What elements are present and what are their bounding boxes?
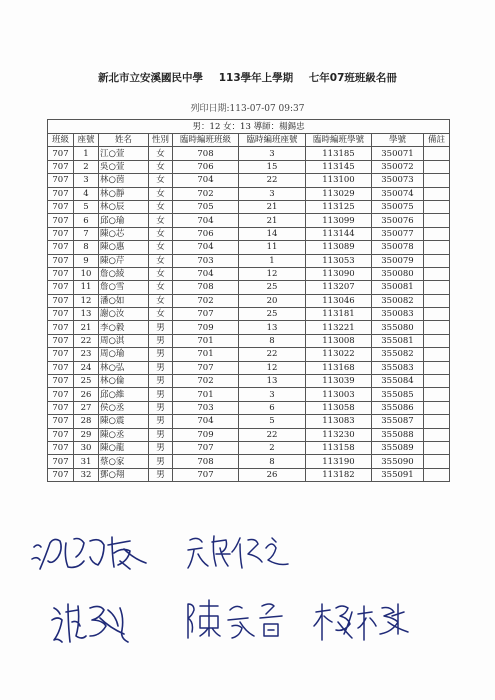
cell-name: 謝○汝 (99, 308, 149, 321)
cell-temp-seat: 12 (239, 267, 306, 280)
cell-temp-student-id: 113125 (306, 200, 372, 213)
cell-temp-seat: 25 (239, 308, 306, 321)
cell-gender: 女 (149, 187, 173, 200)
cell-class: 707 (48, 294, 74, 307)
table-row (48, 428, 450, 441)
cell-student-id: 350072 (372, 160, 424, 173)
cell-class: 707 (48, 428, 74, 441)
cell-name: 林○茵 (99, 174, 149, 187)
cell-gender: 男 (149, 455, 173, 468)
term-label: 113學年上學期 (218, 72, 294, 84)
cell-name: 邱○維 (99, 388, 149, 401)
cell-name: 林○靜 (99, 187, 149, 200)
cell-student-id: 355091 (372, 468, 424, 481)
cell-gender: 女 (149, 281, 173, 294)
cell-seat: 11 (74, 281, 99, 294)
table-header-row (48, 134, 450, 147)
cell-name: 詹○雪 (99, 281, 149, 294)
cell-name: 鄧○翔 (99, 468, 149, 481)
cell-temp-student-id: 113029 (306, 187, 372, 200)
cell-gender: 女 (149, 227, 173, 240)
cell-class: 707 (48, 441, 74, 454)
cell-name: 陳○震 (99, 415, 149, 428)
cell-temp-student-id: 113181 (306, 308, 372, 321)
cell-name: 詹○綾 (99, 267, 149, 280)
cell-remarks (424, 428, 450, 441)
signature-3 (48, 598, 138, 648)
cell-class: 707 (48, 241, 74, 254)
cell-student-id: 350082 (372, 294, 424, 307)
cell-class: 707 (48, 468, 74, 481)
table-row (48, 281, 450, 294)
cell-remarks (424, 227, 450, 240)
cell-remarks (424, 147, 450, 160)
column-header-temp-seat: 臨時編班座號 (239, 134, 306, 147)
cell-gender: 男 (149, 401, 173, 414)
cell-seat: 8 (74, 241, 99, 254)
cell-seat: 5 (74, 200, 99, 213)
cell-temp-student-id: 113182 (306, 468, 372, 481)
cell-temp-seat: 25 (239, 281, 306, 294)
column-header-gender: 性別 (149, 134, 173, 147)
table-row (48, 415, 450, 428)
cell-class: 707 (48, 267, 74, 280)
cell-gender: 女 (149, 147, 173, 160)
cell-seat: 4 (74, 187, 99, 200)
cell-temp-class: 704 (173, 214, 239, 227)
table-row (48, 227, 450, 240)
cell-temp-class: 708 (173, 455, 239, 468)
table-row (48, 267, 450, 280)
signature-4 (182, 596, 292, 646)
cell-temp-class: 707 (173, 308, 239, 321)
cell-seat: 2 (74, 160, 99, 173)
cell-name: 蔡○家 (99, 455, 149, 468)
cell-name: 周○瑜 (99, 348, 149, 361)
cell-student-id: 355090 (372, 455, 424, 468)
cell-seat: 30 (74, 441, 99, 454)
cell-class: 707 (48, 308, 74, 321)
cell-name: 陳○芯 (99, 227, 149, 240)
cell-gender: 女 (149, 241, 173, 254)
cell-gender: 女 (149, 254, 173, 267)
cell-name: 林○辰 (99, 200, 149, 213)
cell-temp-student-id: 113099 (306, 214, 372, 227)
cell-temp-student-id: 113046 (306, 294, 372, 307)
cell-temp-student-id: 113089 (306, 241, 372, 254)
cell-temp-class: 704 (173, 267, 239, 280)
cell-temp-student-id: 113185 (306, 147, 372, 160)
cell-temp-seat: 20 (239, 294, 306, 307)
column-header-student-id: 學號 (372, 134, 424, 147)
cell-temp-seat: 2 (239, 441, 306, 454)
cell-name: 李○毅 (99, 321, 149, 334)
cell-seat: 23 (74, 348, 99, 361)
cell-seat: 27 (74, 401, 99, 414)
cell-temp-seat: 15 (239, 160, 306, 173)
cell-seat: 32 (74, 468, 99, 481)
cell-gender: 男 (149, 441, 173, 454)
table-row (48, 174, 450, 187)
cell-remarks (424, 254, 450, 267)
cell-student-id: 350075 (372, 200, 424, 213)
cell-remarks (424, 361, 450, 374)
cell-class: 707 (48, 415, 74, 428)
cell-class: 707 (48, 147, 74, 160)
cell-temp-class: 703 (173, 401, 239, 414)
cell-student-id: 355085 (372, 388, 424, 401)
cell-gender: 女 (149, 160, 173, 173)
cell-temp-student-id: 113053 (306, 254, 372, 267)
cell-remarks (424, 348, 450, 361)
school-name: 新北市立安溪國民中學 (98, 72, 204, 84)
class-roster-table (47, 119, 450, 482)
table-row (48, 147, 450, 160)
cell-student-id: 350078 (372, 241, 424, 254)
cell-remarks (424, 455, 450, 468)
cell-gender: 男 (149, 468, 173, 481)
column-header-class: 班級 (48, 134, 74, 147)
column-header-remarks: 備註 (424, 134, 450, 147)
cell-name: 侯○丞 (99, 401, 149, 414)
cell-temp-seat: 21 (239, 200, 306, 213)
cell-temp-seat: 5 (239, 415, 306, 428)
cell-temp-student-id: 113221 (306, 321, 372, 334)
cell-student-id: 350080 (372, 267, 424, 280)
cell-seat: 7 (74, 227, 99, 240)
cell-student-id: 350074 (372, 187, 424, 200)
cell-temp-student-id: 113207 (306, 281, 372, 294)
cell-seat: 13 (74, 308, 99, 321)
cell-temp-class: 708 (173, 147, 239, 160)
cell-remarks (424, 187, 450, 200)
cell-name: 陳○丞 (99, 428, 149, 441)
cell-seat: 28 (74, 415, 99, 428)
cell-temp-class: 706 (173, 227, 239, 240)
cell-temp-student-id: 113003 (306, 388, 372, 401)
table-row (48, 361, 450, 374)
cell-seat: 21 (74, 321, 99, 334)
cell-gender: 女 (149, 308, 173, 321)
cell-temp-seat: 8 (239, 334, 306, 347)
cell-temp-class: 707 (173, 468, 239, 481)
column-header-seat: 座號 (74, 134, 99, 147)
cell-class: 707 (48, 334, 74, 347)
cell-remarks (424, 267, 450, 280)
cell-class: 707 (48, 200, 74, 213)
cell-temp-class: 703 (173, 254, 239, 267)
cell-name: 周○淇 (99, 334, 149, 347)
column-header-temp-student-id: 臨時編班學號 (306, 134, 372, 147)
cell-temp-student-id: 113039 (306, 375, 372, 388)
signature-5 (312, 598, 422, 646)
cell-temp-class: 701 (173, 334, 239, 347)
table-row (48, 200, 450, 213)
cell-class: 707 (48, 388, 74, 401)
cell-seat: 24 (74, 361, 99, 374)
cell-class: 707 (48, 401, 74, 414)
cell-temp-seat: 13 (239, 375, 306, 388)
cell-class: 707 (48, 174, 74, 187)
cell-temp-seat: 22 (239, 348, 306, 361)
cell-name: 江○萱 (99, 147, 149, 160)
cell-temp-student-id: 113100 (306, 174, 372, 187)
cell-remarks (424, 468, 450, 481)
column-header-temp-class: 臨時編班班級 (173, 134, 239, 147)
cell-temp-seat: 21 (239, 214, 306, 227)
cell-class: 707 (48, 254, 74, 267)
cell-temp-student-id: 113145 (306, 160, 372, 173)
cell-student-id: 350077 (372, 227, 424, 240)
cell-gender: 女 (149, 267, 173, 280)
cell-temp-class: 704 (173, 174, 239, 187)
column-header-name: 姓名 (99, 134, 149, 147)
table-row (48, 375, 450, 388)
cell-temp-seat: 8 (239, 455, 306, 468)
cell-class: 707 (48, 321, 74, 334)
cell-temp-class: 709 (173, 428, 239, 441)
table-body (48, 147, 450, 482)
cell-gender: 男 (149, 321, 173, 334)
table-row (48, 241, 450, 254)
cell-class: 707 (48, 455, 74, 468)
cell-temp-class: 705 (173, 200, 239, 213)
cell-seat: 10 (74, 267, 99, 280)
cell-class: 707 (48, 375, 74, 388)
cell-gender: 男 (149, 428, 173, 441)
table-row (48, 160, 450, 173)
cell-temp-class: 701 (173, 348, 239, 361)
cell-seat: 12 (74, 294, 99, 307)
cell-seat: 3 (74, 174, 99, 187)
cell-temp-student-id: 113008 (306, 334, 372, 347)
cell-class: 707 (48, 348, 74, 361)
cell-remarks (424, 388, 450, 401)
cell-seat: 25 (74, 375, 99, 388)
cell-temp-class: 707 (173, 441, 239, 454)
cell-gender: 女 (149, 174, 173, 187)
cell-temp-student-id: 113083 (306, 415, 372, 428)
summary-row (48, 120, 450, 134)
cell-temp-class: 706 (173, 160, 239, 173)
cell-temp-seat: 26 (239, 468, 306, 481)
cell-temp-student-id: 113058 (306, 401, 372, 414)
table-row (48, 214, 450, 227)
cell-temp-seat: 3 (239, 147, 306, 160)
table-row (48, 468, 450, 481)
cell-student-id: 355089 (372, 441, 424, 454)
cell-class: 707 (48, 227, 74, 240)
cell-student-id: 350079 (372, 254, 424, 267)
summary-text: 男：12 女：13 導師：楊錫忠 (48, 120, 450, 134)
cell-class: 707 (48, 361, 74, 374)
cell-temp-seat: 11 (239, 241, 306, 254)
cell-temp-student-id: 113090 (306, 267, 372, 280)
cell-student-id: 355088 (372, 428, 424, 441)
cell-temp-seat: 3 (239, 388, 306, 401)
cell-remarks (424, 281, 450, 294)
cell-remarks (424, 441, 450, 454)
cell-seat: 9 (74, 254, 99, 267)
cell-student-id: 355080 (372, 321, 424, 334)
cell-student-id: 355083 (372, 361, 424, 374)
cell-name: 林○倫 (99, 375, 149, 388)
cell-student-id: 350083 (372, 308, 424, 321)
cell-seat: 31 (74, 455, 99, 468)
cell-seat: 6 (74, 214, 99, 227)
document-title (0, 70, 495, 85)
cell-temp-seat: 6 (239, 401, 306, 414)
cell-temp-class: 709 (173, 321, 239, 334)
table-row (48, 308, 450, 321)
cell-remarks (424, 308, 450, 321)
cell-temp-class: 708 (173, 281, 239, 294)
cell-temp-student-id: 113230 (306, 428, 372, 441)
cell-gender: 男 (149, 388, 173, 401)
table-row (48, 441, 450, 454)
cell-gender: 男 (149, 334, 173, 347)
cell-remarks (424, 200, 450, 213)
table-row (48, 455, 450, 468)
cell-temp-class: 704 (173, 415, 239, 428)
table-row (48, 187, 450, 200)
cell-seat: 22 (74, 334, 99, 347)
cell-class: 707 (48, 160, 74, 173)
cell-temp-seat: 12 (239, 361, 306, 374)
cell-gender: 女 (149, 200, 173, 213)
cell-student-id: 350076 (372, 214, 424, 227)
cell-temp-class: 707 (173, 361, 239, 374)
cell-temp-seat: 1 (239, 254, 306, 267)
cell-gender: 男 (149, 415, 173, 428)
cell-gender: 女 (149, 214, 173, 227)
cell-temp-seat: 22 (239, 174, 306, 187)
table-row (48, 348, 450, 361)
cell-student-id: 355086 (372, 401, 424, 414)
cell-student-id: 350073 (372, 174, 424, 187)
table-row (48, 294, 450, 307)
cell-class: 707 (48, 281, 74, 294)
cell-remarks (424, 401, 450, 414)
cell-name: 陳○惠 (99, 241, 149, 254)
cell-remarks (424, 174, 450, 187)
cell-temp-class: 701 (173, 388, 239, 401)
cell-remarks (424, 214, 450, 227)
signature-2 (184, 528, 294, 573)
cell-student-id: 350081 (372, 281, 424, 294)
print-date: 列印日期:113-07-07 09:37 (190, 104, 305, 114)
cell-name: 陳○龍 (99, 441, 149, 454)
cell-student-id: 355081 (372, 334, 424, 347)
cell-seat: 29 (74, 428, 99, 441)
cell-remarks (424, 334, 450, 347)
cell-temp-seat: 14 (239, 227, 306, 240)
cell-remarks (424, 321, 450, 334)
cell-temp-student-id: 113158 (306, 441, 372, 454)
cell-class: 707 (48, 214, 74, 227)
cell-seat: 1 (74, 147, 99, 160)
cell-temp-student-id: 113168 (306, 361, 372, 374)
table-row (48, 334, 450, 347)
cell-temp-student-id: 113144 (306, 227, 372, 240)
cell-temp-class: 702 (173, 375, 239, 388)
cell-temp-student-id: 113190 (306, 455, 372, 468)
cell-seat: 26 (74, 388, 99, 401)
cell-temp-seat: 13 (239, 321, 306, 334)
cell-gender: 男 (149, 375, 173, 388)
table-row (48, 388, 450, 401)
cell-temp-seat: 3 (239, 187, 306, 200)
cell-name: 邱○瑜 (99, 214, 149, 227)
signature-1 (28, 525, 158, 575)
cell-gender: 女 (149, 294, 173, 307)
cell-name: 吳○萱 (99, 160, 149, 173)
cell-temp-seat: 22 (239, 428, 306, 441)
cell-temp-class: 704 (173, 241, 239, 254)
cell-student-id: 355087 (372, 415, 424, 428)
cell-name: 潘○如 (99, 294, 149, 307)
cell-student-id: 355082 (372, 348, 424, 361)
cell-gender: 男 (149, 348, 173, 361)
cell-remarks (424, 415, 450, 428)
cell-temp-class: 702 (173, 294, 239, 307)
cell-class: 707 (48, 187, 74, 200)
table-row (48, 254, 450, 267)
cell-gender: 男 (149, 361, 173, 374)
cell-remarks (424, 294, 450, 307)
cell-name: 陳○芹 (99, 254, 149, 267)
cell-remarks (424, 241, 450, 254)
table-row (48, 321, 450, 334)
cell-student-id: 350071 (372, 147, 424, 160)
cell-remarks (424, 375, 450, 388)
cell-name: 林○弘 (99, 361, 149, 374)
cell-temp-class: 702 (173, 187, 239, 200)
cell-remarks (424, 160, 450, 173)
table-row (48, 401, 450, 414)
cell-student-id: 355084 (372, 375, 424, 388)
cell-temp-student-id: 113022 (306, 348, 372, 361)
class-title: 七年07班班級名冊 (308, 72, 397, 84)
